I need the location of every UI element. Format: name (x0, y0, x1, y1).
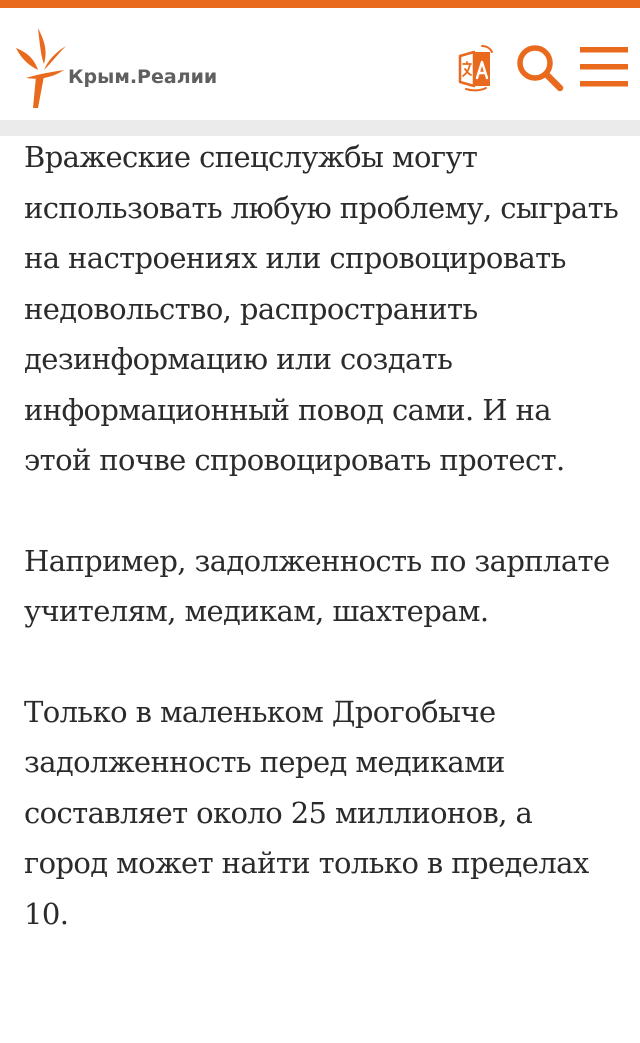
article-paragraph: Вражеские спецслужбы могут использовать любую проблему, сыграть на настроениях или спровоцировать недовольство, распространить дезинформацию или создать информационный повод сами. И на этой почве спровоцировать протест. (24, 140, 619, 477)
site-header (0, 8, 640, 120)
article-body (24, 132, 620, 989)
article-paragraph: Например, задолженность по зарплате учителям, медикам, шахтерам. (24, 543, 610, 628)
torch-flame-icon (14, 26, 68, 110)
top-accent-bar (0, 0, 640, 8)
site-logo[interactable] (14, 26, 254, 110)
article-paragraph: Только в маленьком Дрогобыче задолженность перед медиками составляет около 25 миллионов, а город может найти только в пределах 10. (24, 694, 589, 931)
hamburger-menu-icon (580, 45, 628, 89)
translate-icon (452, 42, 496, 92)
menu-button[interactable] (578, 38, 630, 96)
search-button[interactable] (510, 38, 568, 96)
language-button[interactable] (448, 38, 500, 96)
search-icon (513, 41, 565, 93)
logo-text: Крым.Реалии (68, 66, 218, 88)
header-actions (448, 38, 630, 96)
